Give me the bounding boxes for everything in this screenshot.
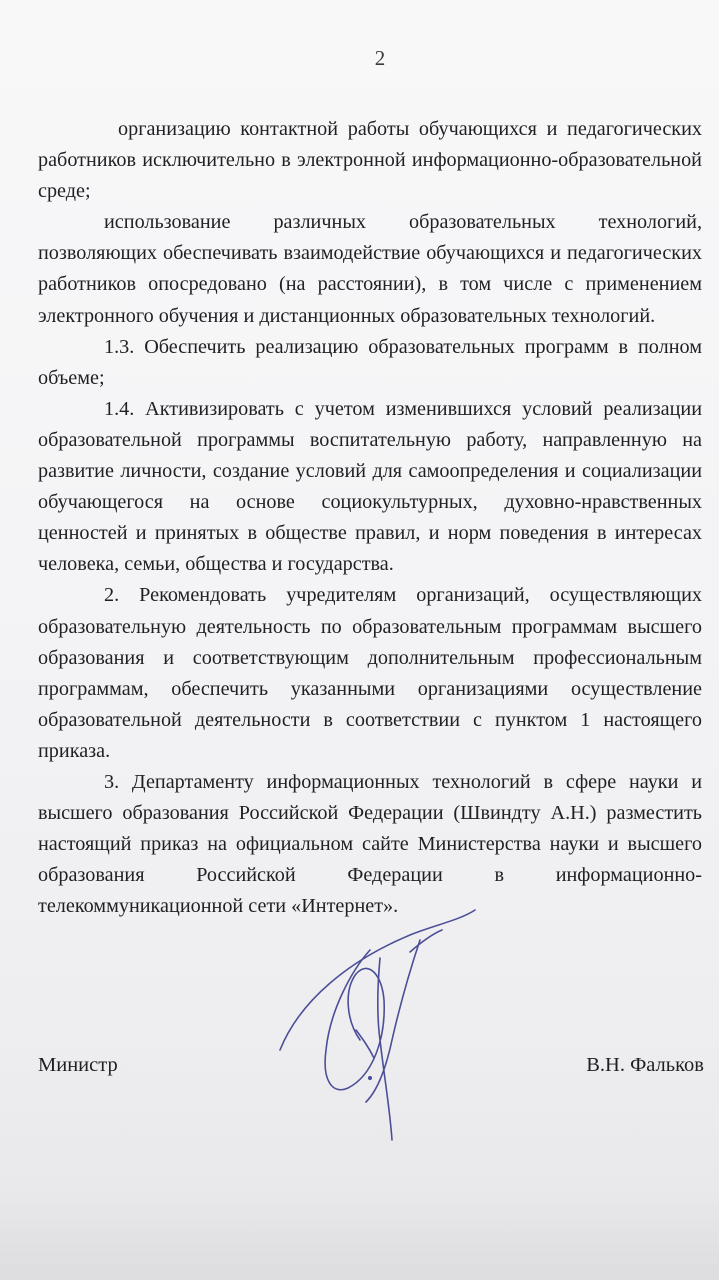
paragraph-item-3: 3. Департаменту информационных технологий в сфере науки и высшего образования Российской Федерации (Швиндту А.Н.) разместить настоящий приказ на официальном сайте Министерства науки и высшего образования Российской Федерации в информационно-телекоммуникационной сети «Интернет». (38, 770, 702, 918)
page-shadow (0, 1190, 719, 1280)
signer-name: В.Н. Фальков (586, 1054, 704, 1076)
paragraph-item-1-4: 1.4. Активизировать с учетом изменившихся условий реализации образовательной программы воспитательную работу, направленную на развитие личности, создание условий для самоопределения и социализации обучающегося на основе социокультурных, духовно-нравственных ценностей и принятых в обществе правил, и норм поведения в интересах человека, семьи, общества и государства. (38, 397, 702, 576)
document-body (38, 114, 702, 922)
paragraph-contact-work: организацию контактной работы обучающихся и педагогических работников исключительно в электронной информационно-образовательной среде; (38, 118, 702, 203)
handwritten-signature (260, 890, 490, 1160)
paragraph-technologies: использование различных образовательных технологий, позволяющих обеспечивать взаимодействие обучающихся и педагогических работников опосредовано (на расстоянии), в том числе с применением электронного обучения и дистанционных образовательных технологий. (38, 211, 702, 327)
paragraph-item-2: 2. Рекомендовать учредителям организаций, осуществляющих образовательную деятельность по образовательным программам высшего образования и соответствующим дополнительным профессиональным программам, обеспечить указанными организациями осуществление образовательной деятельности в соответствии с пунктом 1 настоящего приказа. (38, 584, 702, 762)
signer-title: Министр (38, 1054, 118, 1076)
paragraph-item-1-3: 1.3. Обеспечить реализацию образовательных программ в полном объеме; (38, 335, 702, 389)
page-number: 2 (374, 46, 386, 70)
